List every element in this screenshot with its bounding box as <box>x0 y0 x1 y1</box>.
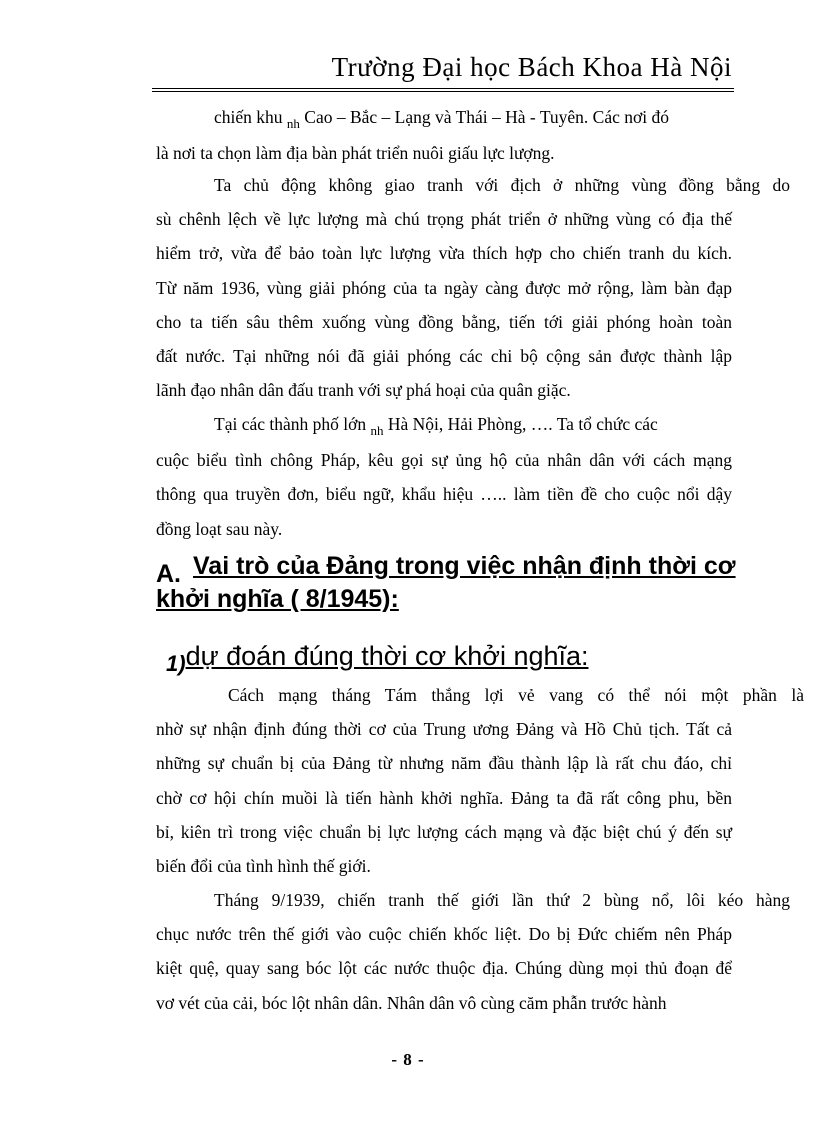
paragraph-4 <box>156 678 804 883</box>
paragraph-line: cho ta tiến sâu thêm xuống vùng đồng bằng, tiến tới giải phóng hoàn toàn <box>156 311 732 332</box>
paragraph-line: vơ vét của cải, bóc lột nhân dân. Nhân dân vô cùng căm phẫn trước hành <box>156 992 667 1013</box>
paragraph-line: thông qua truyền đơn, biểu ngữ, khẩu hiệu ….. làm tiền đề cho cuộc nổi dậy <box>156 484 732 505</box>
paragraph-1 <box>156 100 732 170</box>
header-rule <box>152 88 734 89</box>
paragraph-line: đất nước. Tại những nói đã giải phóng các chi bộ cộng sản được thành lập <box>156 346 732 367</box>
header-rule-double <box>152 91 734 92</box>
text-run: chiến khu <box>214 107 283 127</box>
paragraph-line: lãnh đạo nhân dân đấu tranh với sự phá hoại của quân giặc. <box>156 380 571 401</box>
paragraph-line: Tháng 9/1939, chiến tranh thế giới lần thứ 2 bùng nổ, lôi kéo hàng <box>214 890 790 910</box>
paragraph-line: Ta chủ động không giao tranh với địch ở những vùng đồng bằng do <box>214 175 790 195</box>
paragraph-line: hiểm trở, vừa để bảo toàn lực lượng vừa thích hợp cho chiến tranh du kích. <box>156 243 732 264</box>
paragraph-line <box>156 407 732 443</box>
paragraph-line: là nơi ta chọn làm địa bàn phát triển nuôi giấu lực lượng. <box>156 143 555 164</box>
paragraph-line: kiệt quệ, quay sang bóc lột các nước thuộc địa. Chúng dùng mọi thủ đoạn để <box>156 958 732 979</box>
paragraph-5 <box>156 883 790 1020</box>
text-run: Cao – Bắc – Lạng và Thái – Hà - Tuyên. Các nơi đó <box>304 107 669 127</box>
text-run: Tại các thành phố lớn <box>214 414 367 434</box>
section-label: A. <box>156 560 181 588</box>
subsection-number: 1) <box>166 651 186 676</box>
section-title-line-1: Vai trò của Đảng trong việc nhận định thời cơ <box>193 552 736 580</box>
paragraph-line: bỉ, kiên trì trong việc chuẩn bị lực lượng cách mạng và đặc biệt chú ý đến sự <box>156 821 732 842</box>
paragraph-line: cuộc biểu tình chông Pháp, kêu gọi sự ủng hộ của nhân dân với cách mạng <box>156 450 732 471</box>
text-run: nh <box>370 423 384 438</box>
paragraph-2 <box>156 168 790 407</box>
subsection-title: dự đoán đúng thời cơ khởi nghĩa: <box>185 641 589 671</box>
paragraph-line: Cách mạng tháng Tám thắng lợi vẻ vang có thể nói một phần là <box>228 685 804 705</box>
header-title: Trường Đại học Bách Khoa Hà Nội <box>331 52 732 82</box>
paragraph-line: biến đổi của tình hình thế giới. <box>156 856 371 877</box>
paragraph-line: chục nước trên thế giới vào cuộc chiến khốc liệt. Do bị Đức chiếm nên Pháp <box>156 924 732 945</box>
paragraph-line: nhờ sự nhận định đúng thời cơ của Trung ương Đảng và Hồ Chủ tịch. Tất cả <box>156 719 732 740</box>
paragraph-line: đồng loạt sau này. <box>156 518 283 539</box>
paragraph-3 <box>156 407 732 546</box>
section-title-line-2: khởi nghĩa ( 8/1945): <box>156 585 399 613</box>
text-run: Hà Nội, Hải Phòng, …. Ta tổ chức các <box>387 414 658 434</box>
paragraph-line: chờ cơ hội chín muồi là tiến hành khởi nghĩa. Đảng ta đã rất công phu, bền <box>156 787 732 808</box>
paragraph-line <box>156 100 732 136</box>
paragraph-line: Từ năm 1936, vùng giải phóng của ta ngày càng được mở rộng, làm bàn đạp <box>156 277 732 298</box>
paragraph-line: những sự chuẩn bị của Đảng từ nhưng năm đầu thành lập là rất chu đáo, chỉ <box>156 753 732 774</box>
text-run: nh <box>286 116 300 131</box>
paragraph-line: sù chênh lệch về lực lượng mà chú trọng phát triển ở những vùng có địa thế <box>156 209 732 230</box>
page-number: - 8 - <box>391 1050 425 1069</box>
subsection-1-heading <box>166 641 589 676</box>
